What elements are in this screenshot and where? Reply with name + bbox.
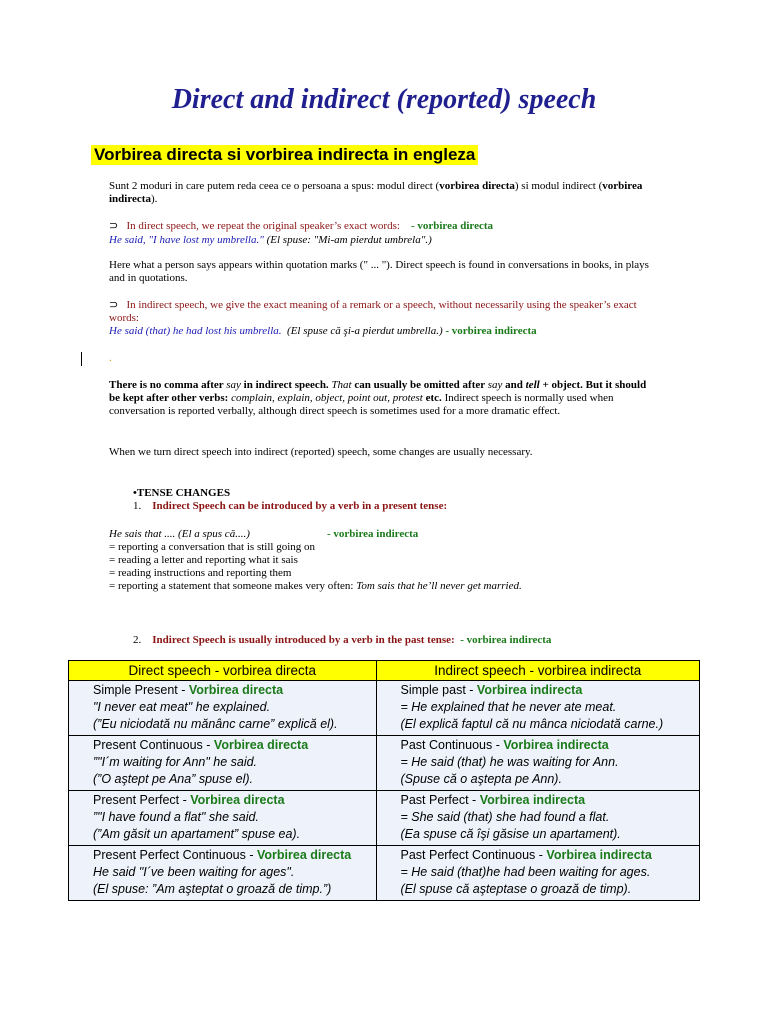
text-cursor	[81, 352, 82, 366]
comma-rule-paragraph: There is no comma after say in indirect speech. That can usually be omitted after say and tell + object. But it should be kept after other verbs: complain, explain, object, point out, protest etc. Indirect speech is normally used when conversation is reported verbally, although direct speech is sometimes used for a more dramatic effect.	[109, 379, 647, 417]
list-item: = reading instructions and reporting them	[109, 567, 292, 579]
indirect-cell: Past Continuous - Vorbirea indirecta = He said (that) he was waiting for Ann. (Spuse că o aştepta pe Ann).	[376, 736, 700, 791]
intro-paragraph: Sunt 2 moduri in care putem reda ceea ce o persoana a spus: modul direct (vorbirea directa) si modul indirect (vorbirea indirecta).	[109, 180, 643, 205]
table-header-row	[69, 661, 700, 681]
item-1: 1. Indirect Speech can be introduced by a verb in a present tense:	[133, 500, 448, 512]
present-example: He sais that .... (El a spus că....) - vorbirea indirecta	[109, 528, 419, 540]
tense-table	[68, 660, 700, 901]
indirect-cell: Past Perfect Continuous - Vorbirea indirecta = He said (that)he had been waiting for ages. (El spuse că aşteptase o groază de timp).	[376, 846, 700, 901]
list-item: = reporting a conversation that is still going on	[109, 541, 316, 553]
list-item: = reading a letter and reporting what it sais	[109, 554, 298, 566]
indirect-rule: ⊃ In indirect speech, we give the exact meaning of a remark or a speech, without necessarily using the speaker’s exact words:	[109, 299, 637, 324]
table-row	[69, 791, 700, 846]
direct-cell: Present Perfect - Vorbirea directa ”"I have found a flat" she said. (”Am găsit un apartament” spuse ea).	[69, 791, 377, 846]
indirect-cell: Simple past - Vorbirea indirecta = He explained that he never ate meat. (El explică faptul că nu mânca niciodată carne.)	[376, 681, 700, 736]
direct-example: He said, "I have lost my umbrella." (El spuse: "Mi-am pierdut umbrela".)	[109, 234, 432, 246]
column-header-direct: Direct speech - vorbirea directa	[69, 661, 377, 681]
list-item: = reporting a statement that someone makes very often: Tom sais that he’ll never get married.	[109, 580, 522, 592]
table-row	[69, 681, 700, 736]
tense-heading: •TENSE CHANGES	[133, 487, 231, 499]
direct-cell: Present Continuous - Vorbirea directa ”"I´m waiting for Ann" he said. (”O aştept pe Ana” spuse el).	[69, 736, 377, 791]
table-row	[69, 846, 700, 901]
turn-note: When we turn direct speech into indirect (reported) speech, some changes are usually necessary.	[109, 446, 533, 458]
page-subtitle: Vorbirea directa si vorbirea indirecta in engleza	[91, 145, 478, 165]
direct-rule: ⊃ In direct speech, we repeat the original speaker’s exact words: - vorbirea directa	[109, 220, 494, 232]
dot-mark: .	[109, 352, 112, 364]
page-title: Direct and indirect (reported) speech	[171, 84, 597, 115]
item-2: 2. Indirect Speech is usually introduced by a verb in the past tense: - vorbirea indirecta	[133, 634, 552, 646]
column-header-indirect: Indirect speech - vorbirea indirecta	[376, 661, 700, 681]
bullet-mark: ⊃	[109, 299, 119, 311]
table-row	[69, 736, 700, 791]
bullet-mark: ⊃	[109, 220, 119, 232]
indirect-cell: Past Perfect - Vorbirea indirecta = She said (that) she had found a flat. (Ea spuse că îşi găsise un apartament).	[376, 791, 700, 846]
quotation-paragraph: Here what a person says appears within quotation marks (" ... "). Direct speech is found in conversations in books, in plays and in quotations.	[109, 259, 649, 284]
present-uses	[109, 541, 649, 593]
indirect-example: He said (that) he had lost his umbrella. (El spuse că şi-a pierdut umbrella.) - vorbirea indirecta	[109, 325, 537, 337]
direct-cell: Simple Present - Vorbirea directa "I never eat meat" he explained. (”Eu niciodată nu mănânc carne” explică el).	[69, 681, 377, 736]
direct-cell: Present Perfect Continuous - Vorbirea directa He said "I´ve been waiting for ages". (El spuse: ”Am aşteptat o groază de timp.”)	[69, 846, 377, 901]
